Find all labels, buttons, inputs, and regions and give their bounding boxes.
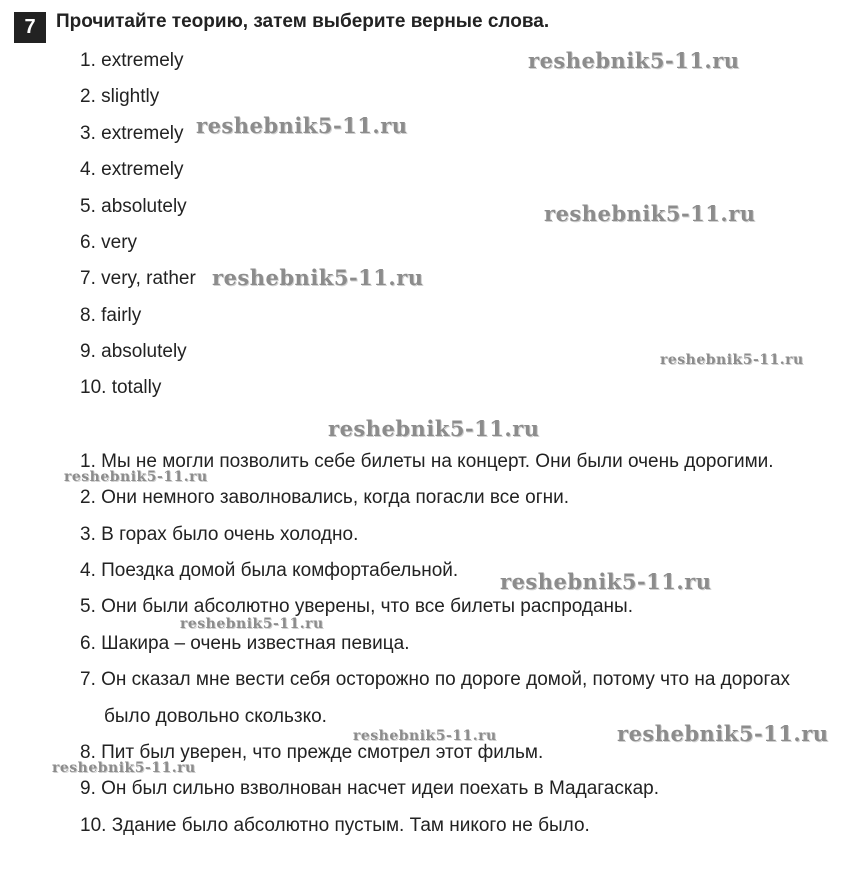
translation-ru-6: 6. Шакира – очень известная певица.: [80, 633, 410, 654]
translation-ru-2: 2. Они немного заволновались, когда погасли все огни.: [80, 487, 570, 508]
translation-ru-8: 8. Пит был уверен, что прежде смотрел этот фильм.: [80, 742, 544, 763]
translation-ru-10: 10. Здание было абсолютно пустым. Там никого не было.: [80, 815, 590, 836]
answer-en-5: 5. absolutely: [80, 196, 187, 217]
watermark: reshebnik5-11.ru: [212, 265, 424, 290]
answer-en-6: 6. very: [80, 232, 138, 253]
answer-en-8: 8. fairly: [80, 305, 142, 326]
answer-en-7: 7. very, rather: [80, 268, 196, 289]
answer-en-2: 2. slightly: [80, 86, 160, 107]
translation-ru-5: 5. Они были абсолютно уверены, что все билеты распроданы.: [80, 596, 633, 617]
watermark: reshebnik5-11.ru: [180, 616, 324, 632]
translation-ru-1: 1. Мы не могли позволить себе билеты на концерт. Они были очень дорогими.: [80, 451, 774, 472]
watermark: reshebnik5-11.ru: [328, 416, 540, 441]
translation-ru-3: 3. В горах было очень холодно.: [80, 524, 359, 545]
task-number-badge: 7: [14, 12, 46, 43]
watermark: reshebnik5-11.ru: [500, 569, 712, 594]
task-instruction: Прочитайте теорию, затем выберите верные слова.: [56, 11, 550, 32]
watermark: reshebnik5-11.ru: [64, 469, 208, 485]
watermark: reshebnik5-11.ru: [617, 721, 829, 746]
translation-ru-9: 9. Он был сильно взволнован насчет идеи поехать в Мадагаскар.: [80, 778, 659, 799]
watermark: reshebnik5-11.ru: [52, 760, 196, 776]
watermark: reshebnik5-11.ru: [196, 113, 408, 138]
watermark: reshebnik5-11.ru: [528, 48, 740, 73]
answer-en-1: 1. extremely: [80, 50, 184, 71]
answer-en-4: 4. extremely: [80, 159, 184, 180]
translation-ru-7: 7. Он сказал мне вести себя осторожно по дороге домой, потому что на дорогах: [80, 669, 791, 690]
watermark: reshebnik5-11.ru: [353, 728, 497, 744]
watermark: reshebnik5-11.ru: [544, 201, 756, 226]
answer-en-10: 10. totally: [80, 377, 162, 398]
translation-ru-7-cont: было довольно скользко.: [104, 706, 327, 727]
watermark: reshebnik5-11.ru: [660, 352, 804, 368]
answer-en-9: 9. absolutely: [80, 341, 187, 362]
translation-ru-4: 4. Поездка домой была комфортабельной.: [80, 560, 459, 581]
answer-en-3: 3. extremely: [80, 123, 184, 144]
